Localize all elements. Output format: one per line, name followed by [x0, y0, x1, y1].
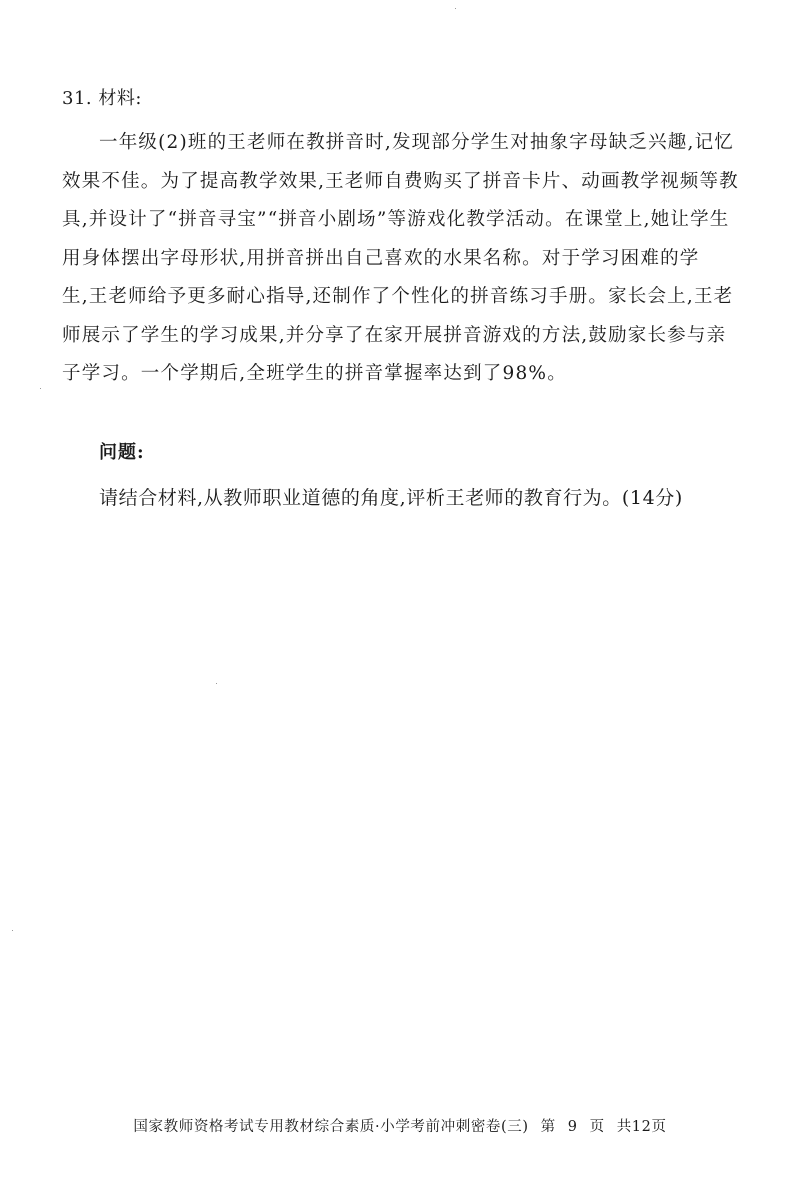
- material-line: 用身体摆出字母形状,用拼音拼出自己喜欢的水果名称。对于学习困难的学: [62, 247, 700, 269]
- footer-page-prefix: 第: [540, 1119, 556, 1135]
- scan-speck: [12, 930, 13, 931]
- problem-text: 请结合材料,从教师职业道德的角度,评析王老师的教育行为。(14分): [99, 487, 683, 509]
- scan-speck: [40, 388, 41, 389]
- material-line: 生,王老师给予更多耐心指导,还制作了个性化的拼音练习手册。家长会上,王老: [62, 286, 734, 307]
- material-line: 一年级(2)班的王老师在教拼音时,发现部分学生对抽象字母缺乏兴趣,记忆: [99, 132, 734, 153]
- page-footer: [0, 1117, 800, 1137]
- scan-speck: [216, 683, 217, 684]
- material-passage: [62, 124, 739, 394]
- scan-speck: [455, 8, 456, 9]
- footer-total-pages: 共12页: [616, 1119, 667, 1135]
- material-line: 具,并设计了“拼音寻宝”“拼音小剧场”等游戏化教学活动。在课堂上,她让学生: [62, 209, 730, 230]
- material-line: 师展示了学生的学习成果,并分享了在家开展拼音游戏的方法,鼓励家长参与亲: [62, 324, 727, 346]
- footer-page-number: 9: [567, 1119, 578, 1135]
- problem-label: 问题:: [99, 442, 145, 463]
- footer-page-suffix: 页: [589, 1119, 605, 1135]
- footer-title: 国家教师资格考试专用教材综合素质·小学考前冲刺密卷(三): [133, 1119, 529, 1135]
- question-number-label: 31. 材料:: [62, 88, 142, 109]
- material-line: 子学习。一个学期后,全班学生的拼音掌握率达到了98%。: [62, 363, 567, 384]
- material-line: 效果不佳。为了提高教学效果,王老师自费购买了拼音卡片、动画教学视频等教: [62, 170, 739, 192]
